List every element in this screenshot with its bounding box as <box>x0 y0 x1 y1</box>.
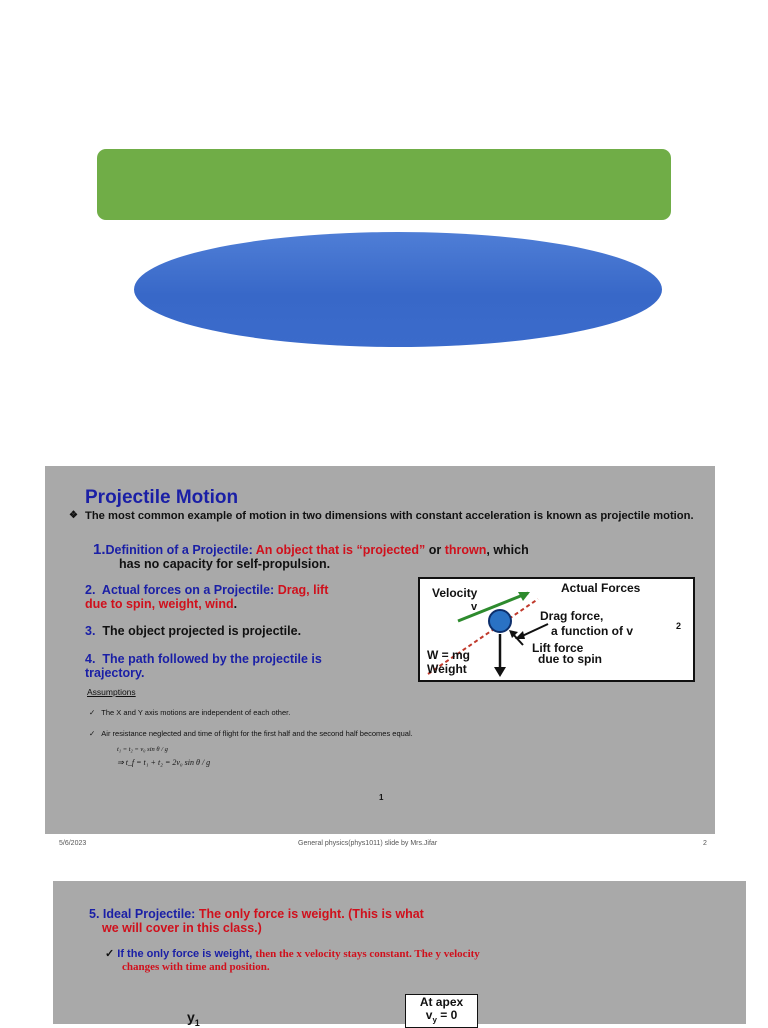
item-number: 2. <box>85 583 96 597</box>
drag-label-1: Drag force, <box>540 609 604 623</box>
item-text: or <box>425 543 445 557</box>
item-red-text: due to spin, weight, wind <box>85 597 234 611</box>
item-number: 5. <box>89 907 100 921</box>
slide-ideal-projectile <box>53 881 746 1028</box>
velocity-symbol: v <box>471 601 478 613</box>
item-definition <box>93 543 653 571</box>
item-number: 3. <box>85 624 96 638</box>
checkmark-icon: ✓ <box>105 948 115 960</box>
item-label: Definition of a Projectile: <box>105 543 253 557</box>
item-red-text: thrown <box>444 543 487 557</box>
intro-text: The most common example of motion in two dimensions with constant acceleration is known as projectile motion. <box>85 510 694 522</box>
assumption-item <box>89 708 290 717</box>
actual-forces-label: Actual Forces <box>561 581 641 595</box>
diamond-bullet-icon: ❖ <box>69 510 78 521</box>
item-text: The object projected is projectile. <box>102 624 302 638</box>
slide-page-number: 1 <box>379 793 384 802</box>
apex-value: = 0 <box>436 1008 458 1022</box>
lift-label-1: Lift force <box>532 641 584 655</box>
ideal-projectile-item <box>89 907 689 935</box>
ball-icon <box>489 610 511 632</box>
item-projectile <box>85 624 405 638</box>
item-number: 4. <box>85 652 96 666</box>
drag-label-2: a function of v <box>551 624 633 638</box>
item-text: , which <box>486 543 529 557</box>
item-red-text-line2: we will cover in this class.) <box>102 921 262 935</box>
blue-oval-shape <box>134 232 662 347</box>
y-subscript: 1 <box>194 1017 200 1028</box>
lift-label-2: due to spin <box>538 652 602 666</box>
item-red-text: Drag, lift <box>277 583 329 597</box>
item-actual-forces <box>85 583 405 611</box>
item-red-text: The only force is weight. (This is what <box>198 907 424 921</box>
apex-line-1: At apex <box>419 995 464 1009</box>
velocity-label: Velocity <box>432 586 478 600</box>
checkmark-icon: ✓ <box>89 729 96 738</box>
bullet-serif-text-line2: changes with time and position. <box>122 961 270 973</box>
intro-bullet <box>69 510 699 522</box>
y-label: y <box>187 1009 195 1025</box>
assumption-text: Air resistance neglected and time of flight for the first half and the second half becomes equal. <box>101 729 413 738</box>
item-text: . <box>233 597 238 611</box>
assumption-item <box>89 729 413 738</box>
footer-date: 5/6/2023 <box>59 840 87 847</box>
item-number: 1. <box>93 541 106 558</box>
item-label-line2: trajectory. <box>85 666 145 680</box>
drag-arrow <box>520 624 548 637</box>
item-label: The path followed by the projectile is <box>102 652 322 666</box>
drag-exponent: 2 <box>676 621 682 631</box>
equation-2: ⇒ t_f = t₁ + t₂ = 2v₀ sin θ / g <box>117 758 211 767</box>
bullet-bold-text: If the only force is weight, <box>117 948 253 960</box>
apex-box <box>405 994 478 1028</box>
assumption-text: The X and Y axis motions are independent of each other. <box>101 708 291 717</box>
slide-projectile-motion <box>45 466 715 834</box>
weight-formula: W = mg <box>427 648 471 662</box>
apex-v: v <box>425 1008 433 1022</box>
footer-page-number: 2 <box>703 840 707 847</box>
item-label: Actual forces on a Projectile: <box>101 583 275 597</box>
forces-diagram <box>420 579 693 680</box>
item-label: Ideal Projectile: <box>102 907 196 921</box>
equation-1: t₁ = t₂ = v₀ sin θ / g <box>117 746 168 753</box>
bullet-serif-text: then the x velocity stays constant. The y velocity <box>255 948 480 960</box>
item-red-text: An object that is “projected” <box>255 543 426 557</box>
item-text-line2: has no capacity for self-propulsion. <box>119 557 331 571</box>
footer-title: General physics(phys1011) slide by Mrs.Jifar <box>298 840 438 847</box>
weight-only-bullet <box>105 948 735 974</box>
forces-figure <box>418 577 695 682</box>
checkmark-icon: ✓ <box>89 708 96 717</box>
assumptions-heading: Assumptions <box>87 687 136 697</box>
slide-title: Projectile Motion <box>85 487 239 508</box>
y-axis-label <box>187 1009 200 1028</box>
apex-v-subscript: y <box>432 1015 437 1025</box>
weight-label: Weight <box>427 662 467 676</box>
green-banner <box>97 149 671 220</box>
weight-arrowhead <box>494 667 506 677</box>
equations <box>117 746 210 767</box>
item-trajectory <box>85 652 405 680</box>
